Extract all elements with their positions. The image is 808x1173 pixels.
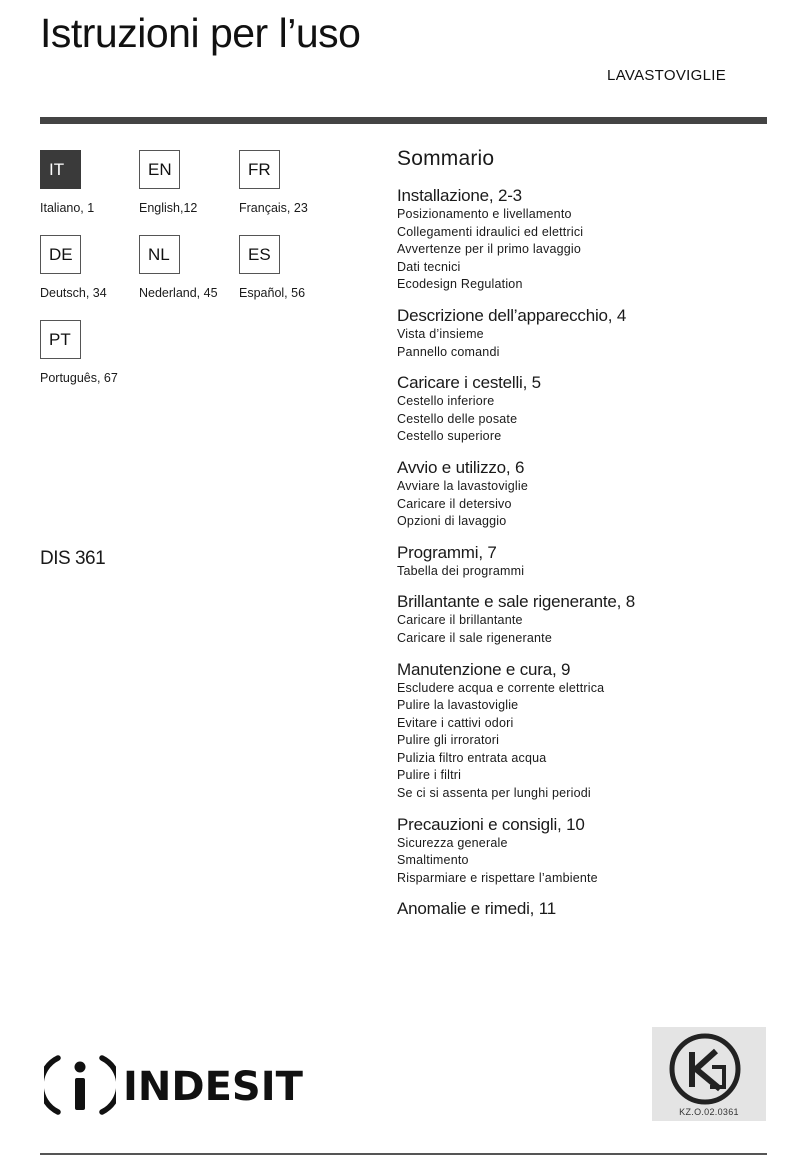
toc-section: [397, 305, 777, 361]
language-pt[interactable]: [40, 320, 145, 392]
language-page-label: Nederland, 45: [139, 286, 218, 300]
language-de[interactable]: [40, 235, 145, 307]
toc-item[interactable]: Se ci si assenta per lunghi periodi: [397, 786, 591, 801]
toc-section: [397, 372, 777, 446]
toc-item[interactable]: Sicurezza generale: [397, 835, 508, 850]
language-fr[interactable]: [239, 150, 344, 222]
toc-section: [397, 659, 777, 803]
toc-section: [397, 898, 777, 919]
toc-item[interactable]: Pannello comandi: [397, 344, 500, 359]
toc-item[interactable]: Collegamenti idraulici ed elettrici: [397, 224, 584, 239]
toc-item[interactable]: Cestello delle posate: [397, 411, 518, 426]
language-page-label: Français, 23: [239, 201, 308, 215]
language-page-label: Deutsch, 34: [40, 286, 107, 300]
toc-item[interactable]: Avviare la lavastoviglie: [397, 478, 529, 493]
toc-item[interactable]: Cestello inferiore: [397, 394, 495, 409]
language-en[interactable]: [139, 150, 244, 222]
page-title: Istruzioni per l’uso: [40, 10, 361, 56]
toc-item[interactable]: Pulire gli irroratori: [397, 733, 500, 748]
toc-section-heading[interactable]: Manutenzione e cura, 9: [397, 659, 571, 679]
toc-item[interactable]: Opzioni di lavaggio: [397, 514, 507, 529]
toc-sections: [397, 185, 777, 919]
language-page-label: Português, 67: [40, 371, 118, 385]
toc-section-heading[interactable]: Precauzioni e consigli, 10: [397, 814, 585, 834]
language-code-box[interactable]: NL: [139, 235, 180, 274]
toc-item[interactable]: Smaltimento: [397, 853, 469, 868]
toc-title: Sommario: [397, 147, 495, 170]
language-code-box[interactable]: FR: [239, 150, 280, 189]
language-code-box[interactable]: PT: [40, 320, 81, 359]
language-page-label: Español, 56: [239, 286, 306, 300]
language-nl[interactable]: [139, 235, 244, 307]
toc-item[interactable]: Evitare i cattivi odori: [397, 715, 514, 730]
toc-section-heading[interactable]: Programmi, 7: [397, 542, 497, 562]
bottom-divider: [40, 1153, 767, 1155]
toc-section-heading[interactable]: Installazione, 2-3: [397, 186, 522, 205]
certification-mark: [652, 1027, 766, 1121]
product-category: LAVASTOVIGLIE: [607, 67, 726, 84]
toc-section: [397, 814, 777, 888]
certification-code: KZ.O.02.0361: [679, 1107, 739, 1117]
indesit-logo-icon: [44, 1050, 116, 1120]
toc-item[interactable]: Vista d’insieme: [397, 326, 484, 341]
toc-section-heading[interactable]: Avvio e utilizzo, 6: [397, 457, 525, 477]
toc-item[interactable]: Ecodesign Regulation: [397, 277, 523, 292]
top-divider: [40, 117, 767, 124]
toc-item[interactable]: Dati tecnici: [397, 259, 461, 274]
toc-item[interactable]: Avvertenze per il primo lavaggio: [397, 242, 582, 257]
toc-section: [397, 457, 777, 531]
language-page-label: Italiano, 1: [40, 201, 95, 215]
language-it[interactable]: [40, 150, 145, 222]
language-es[interactable]: [239, 235, 344, 307]
brand-name: INDESIT: [123, 1064, 303, 1110]
language-code-box[interactable]: DE: [40, 235, 81, 274]
toc-item[interactable]: Pulizia filtro entrata acqua: [397, 750, 547, 765]
toc-section: [397, 542, 777, 581]
toc-section-heading[interactable]: Brillantante e sale rigenerante, 8: [397, 592, 635, 612]
toc-item[interactable]: Cestello superiore: [397, 429, 502, 444]
toc-section: [397, 591, 777, 647]
toc-item[interactable]: Caricare il brillantante: [397, 613, 523, 628]
toc-item[interactable]: Caricare il sale rigenerante: [397, 630, 552, 645]
language-code-box[interactable]: IT: [40, 150, 81, 189]
model-number: DIS 361: [40, 548, 106, 569]
toc-item[interactable]: Escludere acqua e corrente elettrica: [397, 680, 605, 695]
language-code-box[interactable]: EN: [139, 150, 180, 189]
toc-item[interactable]: Caricare il detersivo: [397, 496, 512, 511]
toc-section-heading[interactable]: Descrizione dell’apparecchio, 4: [397, 305, 627, 325]
toc-item[interactable]: Pulire i filtri: [397, 768, 462, 783]
toc-item[interactable]: Posizionamento e livellamento: [397, 207, 572, 221]
toc-section-heading[interactable]: Anomalie e rimedi, 11: [397, 899, 556, 919]
toc-item[interactable]: Risparmiare e rispettare l’ambiente: [397, 870, 598, 885]
certification-seal-icon: [652, 1027, 766, 1107]
language-code-box[interactable]: ES: [239, 235, 280, 274]
toc-section-heading[interactable]: Caricare i cestelli, 5: [397, 373, 541, 393]
language-page-label: English,12: [139, 201, 198, 215]
table-of-contents: [397, 147, 777, 930]
toc-item[interactable]: Tabella dei programmi: [397, 563, 525, 578]
toc-item[interactable]: Pulire la lavastoviglie: [397, 698, 519, 713]
toc-section: [397, 185, 777, 294]
